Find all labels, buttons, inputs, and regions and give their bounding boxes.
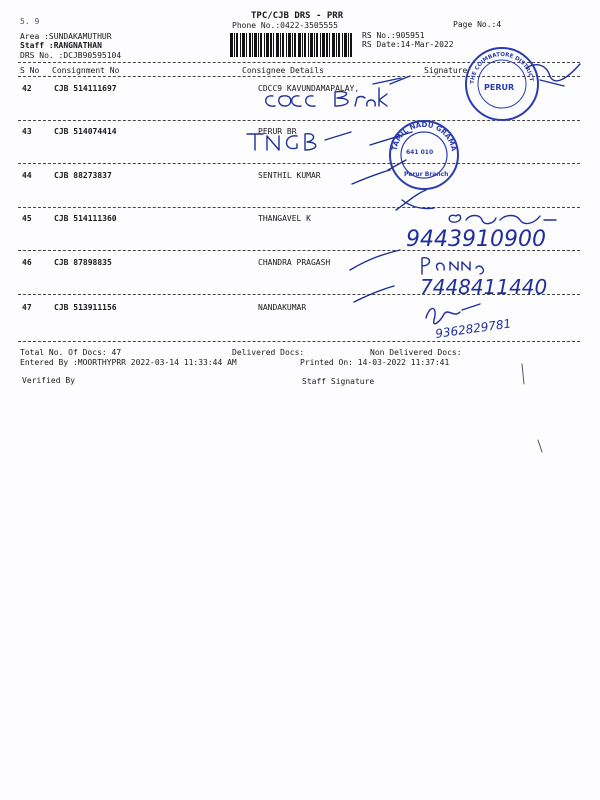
row-consignment: CJB 87898835 — [54, 258, 112, 267]
row-consignment: CJB 88273837 — [54, 171, 112, 180]
staff-signature-label: Staff Signature — [302, 377, 375, 386]
corner-mark: 5. 9 — [20, 17, 40, 26]
row-consignment: CJB 514111697 — [54, 84, 117, 93]
handwritten-phone-text: 9443910900 — [406, 227, 546, 252]
handwritten-phone — [418, 252, 588, 298]
handwritten-phone — [420, 300, 570, 344]
row-consignee: THANGAVEL K — [258, 214, 311, 223]
verified-by: Verified By — [22, 376, 75, 385]
bank-stamp-branch: Perur Branch — [404, 171, 449, 178]
col-consignment: Consignment No — [52, 66, 120, 75]
cooperative-stamp-center: PERUR — [484, 83, 515, 92]
row-consignee: NANDAKUMAR — [258, 303, 307, 312]
delivered-docs: Delivered Docs: — [232, 348, 305, 357]
row-sno: 45 — [22, 214, 32, 223]
rs-number: RS No.:905951 — [362, 31, 425, 40]
row-sno: 47 — [22, 303, 32, 312]
document-title: TPC/CJB DRS - PRR — [251, 11, 344, 21]
col-signature: Signature — [424, 66, 468, 75]
rs-date: RS Date:14-Mar-2022 — [362, 40, 454, 49]
row-sno: 44 — [22, 171, 32, 180]
col-sno: S No — [20, 66, 40, 75]
row-sno: 43 — [22, 127, 32, 136]
handwritten-phone — [396, 210, 576, 250]
bank-stamp-text: TAMIL NADU GRAMA BANK — [373, 112, 458, 155]
handwritten-phone-text: 7448411440 — [420, 275, 548, 299]
row-sno: 42 — [22, 84, 32, 93]
col-consignee: Consignee Details — [242, 66, 324, 75]
row-consignee: PERUR BR — [258, 127, 297, 136]
page-number: Page No.:4 — [453, 20, 502, 29]
cooperative-stamp-text: THE COIMBATORE DISTRICT CENTRAL — [459, 40, 535, 85]
row-consignment: CJB 513911156 — [54, 303, 117, 312]
handwritten-phone-text: 9362829781 — [434, 316, 513, 341]
total-docs: Total No. Of Docs: 47 — [20, 348, 122, 357]
printed-on: Printed On: 14-03-2022 11:37:41 — [300, 358, 450, 367]
row-consignment: CJB 514111360 — [54, 214, 117, 223]
non-delivered-docs: Non Delivered Docs: — [370, 348, 462, 357]
row-consignee: SENTHIL KUMAR — [258, 171, 321, 180]
area-field: Area :SUNDAKAMUTHUR — [20, 32, 112, 41]
row-consignee: CDCC9 KAVUNDAMAPALAY, — [258, 84, 360, 93]
row-consignment: CJB 514074414 — [54, 127, 117, 136]
scan-mark — [518, 360, 548, 460]
drs-number: DRS No. :DCJB90595104 — [20, 51, 122, 60]
phone-number: Phone No.:0422-3505555 — [232, 21, 338, 30]
row-sno: 46 — [22, 258, 32, 267]
entered-by: Entered By :MOORTHYPRR 2022-03-14 11:33:44 AM — [20, 358, 237, 367]
staff-field: Staff :RANGNATHAN — [20, 41, 102, 50]
barcode — [230, 33, 352, 57]
bank-stamp-code: 641 010 — [406, 149, 434, 156]
row-consignee: CHANDRA PRAGASH — [258, 258, 331, 267]
